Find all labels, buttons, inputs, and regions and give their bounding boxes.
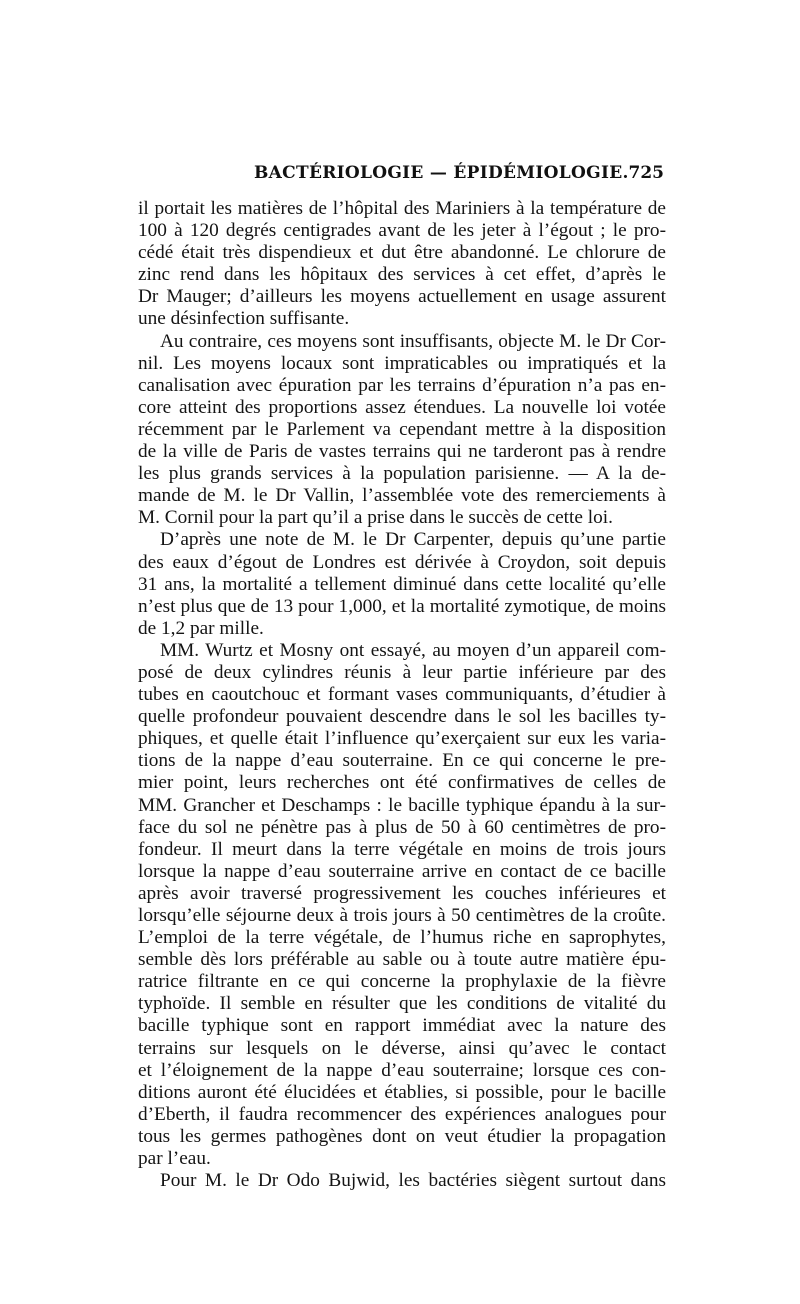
paragraph	[138, 198, 666, 331]
paragraph	[138, 331, 666, 530]
running-head: BACTÉRIOLOGIE — ÉPIDÉMIOLOGIE.	[254, 163, 629, 183]
text-line: lorsque la nappe d’eau souterraine arrive en contact de ce bacille	[138, 860, 666, 882]
paragraph	[138, 1170, 666, 1192]
text-line: les plus grands services à la population parisienne. — A la de-	[138, 463, 666, 485]
text-line: n’est plus que de 13 pour 1,000, et la mortalité zymotique, de moins	[138, 595, 666, 617]
text-line: phiques, et quelle était l’influence qu’exerçaient sur eux les varia-	[138, 728, 666, 750]
text-line: Au contraire, ces moyens sont insuffisants, objecte M. le Dr Cor-	[160, 330, 666, 352]
text-line: M. Cornil pour la part qu’il a prise dans le succès de cette loi.	[138, 507, 613, 529]
text-line: ditions auront été élucidées et établies, si possible, pour le bacille	[138, 1081, 666, 1103]
text-line: Dr Mauger; d’ailleurs les moyens actuellement en usage assurent	[138, 286, 666, 308]
text-line: des eaux d’égout de Londres est dérivée à Croydon, soit depuis	[138, 551, 666, 573]
text-line: tubes en caoutchouc et formant vases communiquants, d’étudier à	[138, 684, 666, 706]
text-line: de 1,2 par mille.	[138, 617, 264, 639]
body-text	[138, 198, 666, 1192]
paragraph	[138, 640, 666, 1170]
text-line: ratrice filtrante en ce qui concerne la prophylaxie de la fièvre	[138, 971, 666, 993]
text-line: une désinfection suffisante.	[138, 308, 350, 330]
text-line: posé de deux cylindres réunis à leur partie inférieure par des	[138, 661, 666, 683]
text-line: MM. Grancher et Deschamps : le bacille typhique épandu à la sur-	[138, 794, 666, 816]
paragraph	[138, 529, 666, 639]
text-line: 100 à 120 degrés centigrades avant de les jeter à l’égout ; le pro-	[138, 220, 666, 242]
text-line: MM. Wurtz et Mosny ont essayé, au moyen d’un appareil com-	[160, 639, 666, 661]
text-line: lorsqu’elle séjourne deux à trois jours à 50 centimètres de la croûte.	[138, 905, 666, 926]
text-line: 31 ans, la mortalité a tellement diminué dans cette localité qu’elle	[138, 573, 666, 595]
text-line: core atteint des proportions assez étendues. La nouvelle loi votée	[138, 396, 666, 418]
page-number: 725	[628, 163, 664, 183]
text-line: terrains sur lesquels on le déverse, ainsi qu’avec le contact	[138, 1037, 666, 1059]
text-line: il portait les matières de l’hôpital des Mariniers à la température de	[138, 198, 666, 219]
text-line: mande de M. le Dr Vallin, l’assemblée vote des remerciements à	[138, 485, 666, 507]
text-line: quelle profondeur pouvaient descendre dans le sol les bacilles ty-	[138, 706, 666, 728]
text-line: mier point, leurs recherches ont été confirmatives de celles de	[138, 772, 666, 794]
text-line: et l’éloignement de la nappe d’eau souterraine; lorsque ces con-	[138, 1059, 666, 1081]
text-line: cédé était très dispendieux et dut être abandonné. Le chlorure de	[138, 242, 666, 264]
text-line: D’après une note de M. le Dr Carpenter, depuis qu’une partie	[160, 529, 666, 551]
text-line: bacille typhique sont en rapport immédiat avec la nature des	[138, 1015, 666, 1037]
text-line: canalisation avec épuration par les terrains d’épuration n’a pas en-	[138, 374, 666, 396]
text-line: nil. Les moyens locaux sont impraticables ou impratiqués et la	[138, 352, 666, 374]
text-line: tous les germes pathogènes dont on veut étudier la propagation	[138, 1125, 666, 1147]
text-line: fondeur. Il meurt dans la terre végétale en moins de trois jours	[138, 838, 666, 860]
text-line: par l’eau.	[138, 1148, 211, 1170]
text-line: face du sol ne pénètre pas à plus de 50 à 60 centimètres de pro-	[138, 816, 666, 838]
text-line: L’emploi de la terre végétale, de l’humus riche en saprophytes,	[138, 927, 666, 949]
text-line: semble dès lors préférable au sable ou à toute autre matière épu-	[138, 949, 666, 971]
text-line: Pour M. le Dr Odo Bujwid, les bactéries siègent surtout dans	[160, 1170, 666, 1192]
text-line: récemment par le Parlement va cependant mettre à la disposition	[138, 418, 666, 440]
text-line: après avoir traversé progressivement les couches inférieures et	[138, 882, 666, 904]
text-line: d’Eberth, il faudra recommencer des expériences analogues pour	[138, 1103, 666, 1125]
text-line: typhoïde. Il semble en résulter que les conditions de vitalité du	[138, 993, 666, 1015]
page-header	[240, 163, 664, 187]
text-line: zinc rend dans les hôpitaux des services à cet effet, d’après le	[138, 264, 666, 286]
text-line: tions de la nappe d’eau souterraine. En ce qui concerne le pre-	[138, 750, 666, 772]
text-line: de la ville de Paris de vastes terrains qui ne tarderont pas à rendre	[138, 441, 666, 463]
